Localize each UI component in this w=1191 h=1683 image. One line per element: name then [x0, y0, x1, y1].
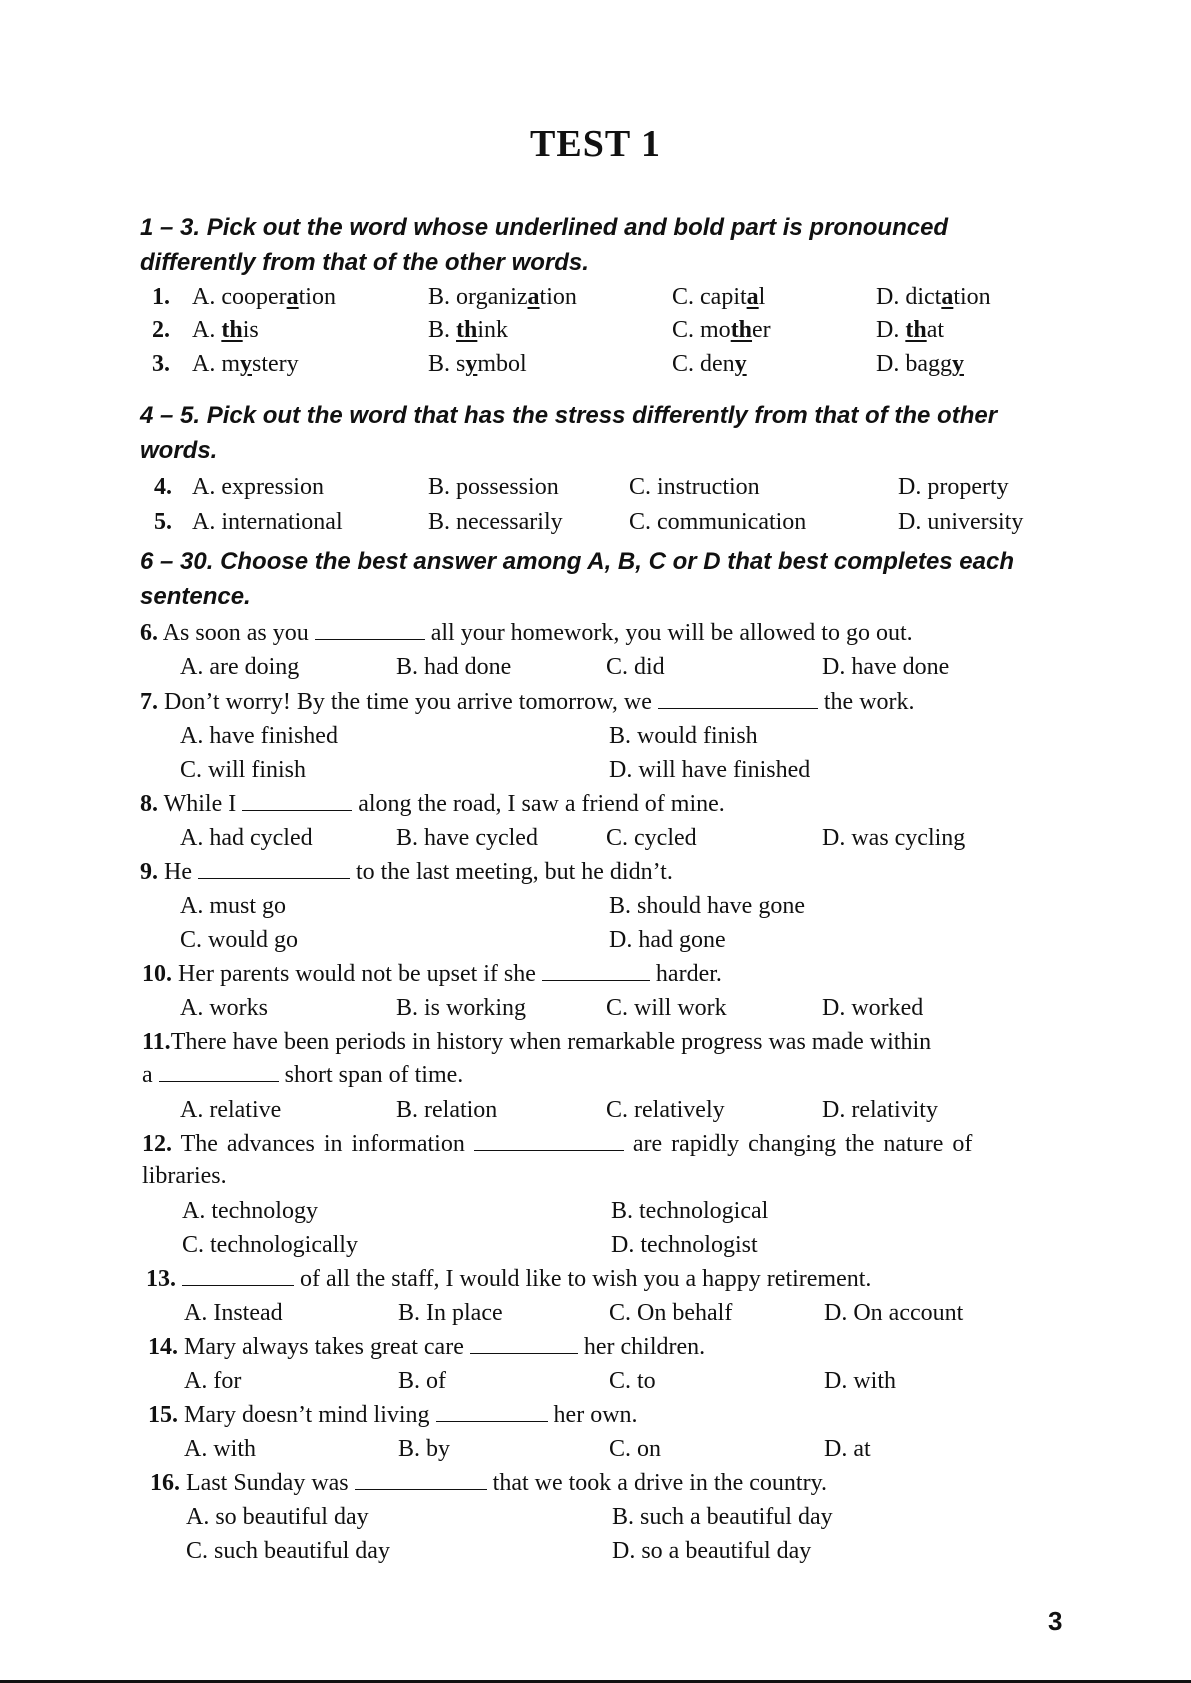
option-a[interactable]: A. relative	[180, 1097, 282, 1123]
question-number: 11.	[142, 1029, 171, 1055]
question-number: 4.	[154, 474, 172, 500]
question-9-stem: 9. He to the last meeting, but he didn’t.	[140, 855, 673, 889]
option-a[interactable]: A. technology	[182, 1198, 318, 1224]
question-12-stem-2: libraries.	[142, 1163, 227, 1189]
answer-blank[interactable]	[182, 1263, 294, 1286]
question-11-stem: 11.There have been periods in history when remarkable progress was made within	[142, 1029, 932, 1055]
question-14-stem: 14. Mary always takes great care her children.	[148, 1330, 705, 1364]
question-number: 2.	[152, 317, 170, 343]
option-b[interactable]: B. organization	[428, 284, 577, 310]
answer-blank[interactable]	[242, 788, 352, 811]
option-c[interactable]: C. will finish	[180, 757, 307, 783]
answer-blank[interactable]	[474, 1128, 624, 1151]
question-number: 15.	[148, 1402, 178, 1428]
question-number: 13.	[146, 1266, 176, 1292]
option-d[interactable]: D. baggy	[876, 351, 964, 377]
option-d[interactable]: D. worked	[822, 995, 924, 1021]
option-b[interactable]: B. possession	[428, 474, 559, 500]
question-number: 12.	[142, 1131, 172, 1157]
question-number: 6.	[140, 620, 158, 646]
option-d[interactable]: D. with	[824, 1368, 896, 1394]
option-b[interactable]: B. by	[398, 1436, 451, 1462]
option-d[interactable]: D. that	[876, 317, 945, 343]
option-a[interactable]: A. had cycled	[180, 825, 313, 851]
section-instruction-2: 4 – 5. Pick out the word that has the stress differently from that of the other words.	[140, 402, 998, 464]
option-d[interactable]: D. university	[898, 509, 1024, 535]
question-number: 16.	[150, 1470, 180, 1496]
option-b[interactable]: B. such a beautiful day	[612, 1504, 833, 1530]
option-c[interactable]: C. communication	[629, 509, 807, 535]
answer-blank[interactable]	[315, 617, 425, 640]
option-a[interactable]: A. this	[192, 317, 259, 343]
option-d[interactable]: D. property	[898, 474, 1009, 500]
option-b[interactable]: B. would finish	[609, 723, 758, 749]
option-b[interactable]: B. relation	[396, 1097, 498, 1123]
option-d[interactable]: D. have done	[822, 654, 950, 680]
answer-blank[interactable]	[159, 1059, 279, 1082]
option-d[interactable]: D. so a beautiful day	[612, 1538, 812, 1564]
page-number: 3	[1048, 1606, 1063, 1636]
option-a[interactable]: A. mystery	[192, 351, 299, 377]
answer-blank[interactable]	[658, 686, 818, 709]
question-12-stem: 12. The advances in information are rapidly changing the nature of	[142, 1127, 972, 1161]
option-c[interactable]: C. relatively	[606, 1097, 725, 1123]
question-16-stem: 16. Last Sunday was that we took a drive in the country.	[150, 1466, 827, 1500]
question-6-stem: 6. As soon as you all your homework, you will be allowed to go out.	[140, 616, 913, 650]
option-a[interactable]: A. must go	[180, 893, 287, 919]
option-d[interactable]: D. technologist	[611, 1232, 758, 1258]
question-7-stem: 7. Don’t worry! By the time you arrive tomorrow, we the work.	[140, 685, 915, 719]
option-b[interactable]: B. of	[398, 1368, 446, 1394]
option-a[interactable]: A. works	[180, 995, 268, 1021]
question-11-stem-2: a short span of time.	[142, 1058, 463, 1092]
option-a[interactable]: A. Instead	[184, 1300, 283, 1326]
option-c[interactable]: C. mother	[672, 317, 771, 343]
option-c[interactable]: C. On behalf	[609, 1300, 733, 1326]
option-c[interactable]: C. will work	[606, 995, 727, 1021]
option-c[interactable]: C. cycled	[606, 825, 697, 851]
question-8-stem: 8. While I along the road, I saw a friend of mine.	[140, 787, 725, 821]
answer-blank[interactable]	[470, 1331, 578, 1354]
section-instruction-1: 1 – 3. Pick out the word whose underlined and bold part is pronounced differently from that of the other words.	[140, 214, 949, 276]
answer-blank[interactable]	[436, 1399, 548, 1422]
option-b[interactable]: B. technological	[611, 1198, 769, 1224]
answer-blank[interactable]	[198, 856, 350, 879]
option-a[interactable]: A. have finished	[180, 723, 338, 749]
option-d[interactable]: D. will have finished	[609, 757, 811, 783]
question-number: 10.	[142, 961, 172, 987]
option-c[interactable]: C. on	[609, 1436, 662, 1462]
option-b[interactable]: B. have cycled	[396, 825, 538, 851]
question-10-stem: 10. Her parents would not be upset if she harder.	[142, 957, 722, 991]
option-c[interactable]: C. capital	[672, 284, 766, 310]
option-c[interactable]: C. would go	[180, 927, 299, 953]
question-number: 9.	[140, 859, 158, 885]
option-b[interactable]: B. necessarily	[428, 509, 563, 535]
option-d[interactable]: D. relativity	[822, 1097, 938, 1123]
question-number: 8.	[140, 791, 158, 817]
option-a[interactable]: A. so beautiful day	[186, 1504, 369, 1530]
question-number: 5.	[154, 509, 172, 535]
option-c[interactable]: C. did	[606, 654, 665, 680]
option-a[interactable]: A. are doing	[180, 654, 300, 680]
option-a[interactable]: A. expression	[192, 474, 324, 500]
option-b[interactable]: B. symbol	[428, 351, 527, 377]
question-number: 3.	[152, 351, 170, 377]
option-b[interactable]: B. had done	[396, 654, 512, 680]
option-b[interactable]: B. think	[428, 317, 509, 343]
option-c[interactable]: C. instruction	[629, 474, 760, 500]
question-13-stem: 13. of all the staff, I would like to wish you a happy retirement.	[146, 1262, 871, 1296]
answer-blank[interactable]	[542, 958, 650, 981]
question-number: 14.	[148, 1334, 178, 1360]
option-b[interactable]: B. should have gone	[609, 893, 805, 919]
option-a[interactable]: A. cooperation	[192, 284, 336, 310]
option-d[interactable]: D. On account	[824, 1300, 964, 1326]
option-c[interactable]: C. technologically	[182, 1232, 358, 1258]
option-d[interactable]: D. dictation	[876, 284, 991, 310]
option-c[interactable]: C. deny	[672, 351, 747, 377]
option-d[interactable]: D. had gone	[609, 927, 726, 953]
question-15-stem: 15. Mary doesn’t mind living her own.	[148, 1398, 638, 1432]
option-c[interactable]: C. such beautiful day	[186, 1538, 390, 1564]
option-a[interactable]: A. with	[184, 1436, 256, 1462]
option-a[interactable]: A. international	[192, 509, 343, 535]
option-d[interactable]: D. at	[824, 1436, 871, 1462]
option-a[interactable]: A. for	[184, 1368, 242, 1394]
answer-blank[interactable]	[355, 1467, 487, 1490]
section-instruction-3: 6 – 30. Choose the best answer among A, B, C or D that best completes each sentence.	[140, 548, 1015, 610]
option-d[interactable]: D. was cycling	[822, 825, 966, 851]
option-b[interactable]: B. is working	[396, 995, 527, 1021]
page-title: TEST 1	[530, 123, 661, 165]
question-number: 1.	[152, 284, 170, 310]
option-c[interactable]: C. to	[609, 1368, 656, 1394]
question-number: 7.	[140, 689, 158, 715]
option-b[interactable]: B. In place	[398, 1300, 503, 1326]
